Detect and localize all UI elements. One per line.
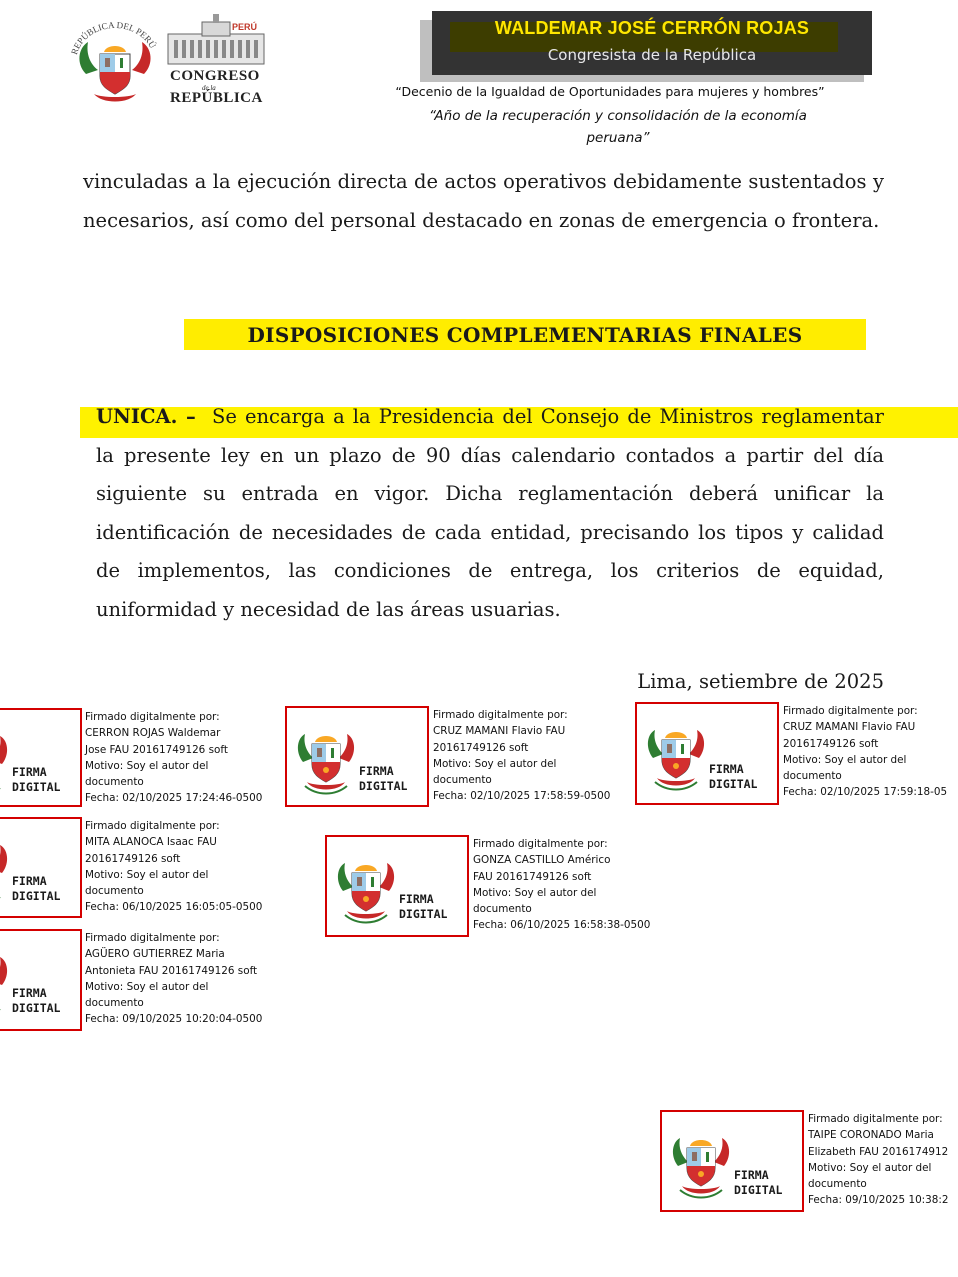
- congreso-de-la: de la: [202, 84, 216, 92]
- signature-info: Firmado digitalmente por: TAIPE CORONADO Maria Elizabeth FAU 2016174912 Motivo: Soy el autor del documento Fecha: 09/10/2025 10:38:2: [808, 1113, 949, 1207]
- signature-info: Firmado digitalmente por: CRUZ MAMANI Flavio FAU 20161749126 soft Motivo: Soy el autor del documento Fecha: 02/10/2025 17:59:18-05: [783, 705, 948, 799]
- firma-digital-seal: [0, 929, 82, 1031]
- firma-label: FIRMA DIGITAL: [359, 764, 408, 793]
- firma-digital-seal: [660, 1110, 804, 1212]
- congreso-word: CONGRESO: [170, 68, 260, 84]
- peru-seal-icon: [0, 823, 12, 913]
- firma-label: FIRMA DIGITAL: [399, 892, 448, 921]
- congressman-role: Congresista de la República: [547, 46, 757, 64]
- firma-label: FIRMA DIGITAL: [12, 986, 61, 1015]
- intro-paragraph: vinculadas a la ejecución directa de actos operativos debidamente sustentados y necesarios, así como del personal destacado en zonas de emergencia o frontera.: [83, 170, 884, 232]
- firma-digital-seal: [285, 706, 429, 807]
- firma-digital-seal: [325, 835, 469, 937]
- republica-word: REPÚBLICA: [170, 90, 263, 106]
- peru-seal-icon: [643, 708, 709, 798]
- emblem-caption: REPÚBLICA DEL PERÚ: [69, 22, 159, 56]
- peru-seal-icon: [0, 714, 12, 804]
- signature-info: Firmado digitalmente por: CRUZ MAMANI Flavio FAU 20161749126 soft Motivo: Soy el autor del documento Fecha: 02/10/2025 17:58:59-0500: [433, 709, 611, 803]
- firma-label: FIRMA DIGITAL: [709, 762, 758, 791]
- firma-digital-seal: [0, 708, 82, 807]
- signature-info: Firmado digitalmente por: CERRON ROJAS Waldemar Jose FAU 20161749126 soft Motivo: Soy el autor del documento Fecha: 02/10/2025 17:24:46-0500: [85, 711, 263, 805]
- peru-seal-icon: [668, 1116, 734, 1206]
- congreso-logo: [150, 10, 272, 106]
- peru-seal-icon: [0, 935, 12, 1025]
- signature-info: Firmado digitalmente por: AGÜERO GUTIERREZ Maria Antonieta FAU 20161749126 soft Motivo: Soy el autor del documento Fecha: 09/10/2025 10:20:04-0500: [85, 932, 263, 1026]
- congreso-country-label: PERÚ: [232, 22, 258, 32]
- peru-coat-of-arms: [68, 22, 162, 104]
- firma-label: FIRMA DIGITAL: [12, 765, 61, 794]
- section-heading: DISPOSICIONES COMPLEMENTARIAS FINALES: [247, 323, 803, 347]
- signature-info: Firmado digitalmente por: GONZA CASTILLO Américo FAU 20161749126 soft Motivo: Soy el autor del documento Fecha: 06/10/2025 16:58:38-0500: [473, 838, 651, 932]
- peru-seal-icon: [333, 841, 399, 931]
- firma-label: FIRMA DIGITAL: [12, 874, 61, 903]
- congressman-name: WALDEMAR JOSÉ CERRÓN ROJAS: [494, 18, 810, 38]
- firma-digital-seal: [635, 702, 779, 805]
- unica-paragraph: [96, 398, 884, 629]
- unica-text: Se encarga a la Presidencia del Consejo de Ministros reglamentar la presente ley en un plazo de 90 días calendario contados a partir del día siguiente su entrada en vigor. Dicha reglamentación deberá unificar la identificación de necesidades de cada entidad, precisando los tipos y calidad de implementos, las condiciones de entrega, los criterios de equidad, uniformidad y necesidad de las áreas usuarias.: [96, 405, 884, 621]
- year-motto: “Año de la recuperación y consolidación de la economía peruana”: [429, 108, 807, 146]
- peru-seal-icon: [293, 712, 359, 802]
- place-date: Lima, setiembre de 2025: [637, 670, 884, 693]
- firma-digital-seal: [0, 817, 82, 918]
- signature-info: Firmado digitalmente por: MITA ALANOCA Isaac FAU 20161749126 soft Motivo: Soy el autor del documento Fecha: 06/10/2025 16:05:05-0500: [85, 820, 263, 914]
- unica-label: UNICA. –: [96, 405, 196, 428]
- firma-label: FIRMA DIGITAL: [734, 1168, 783, 1197]
- decade-motto: “Decenio de la Igualdad de Oportunidades para mujeres y hombres”: [395, 84, 825, 99]
